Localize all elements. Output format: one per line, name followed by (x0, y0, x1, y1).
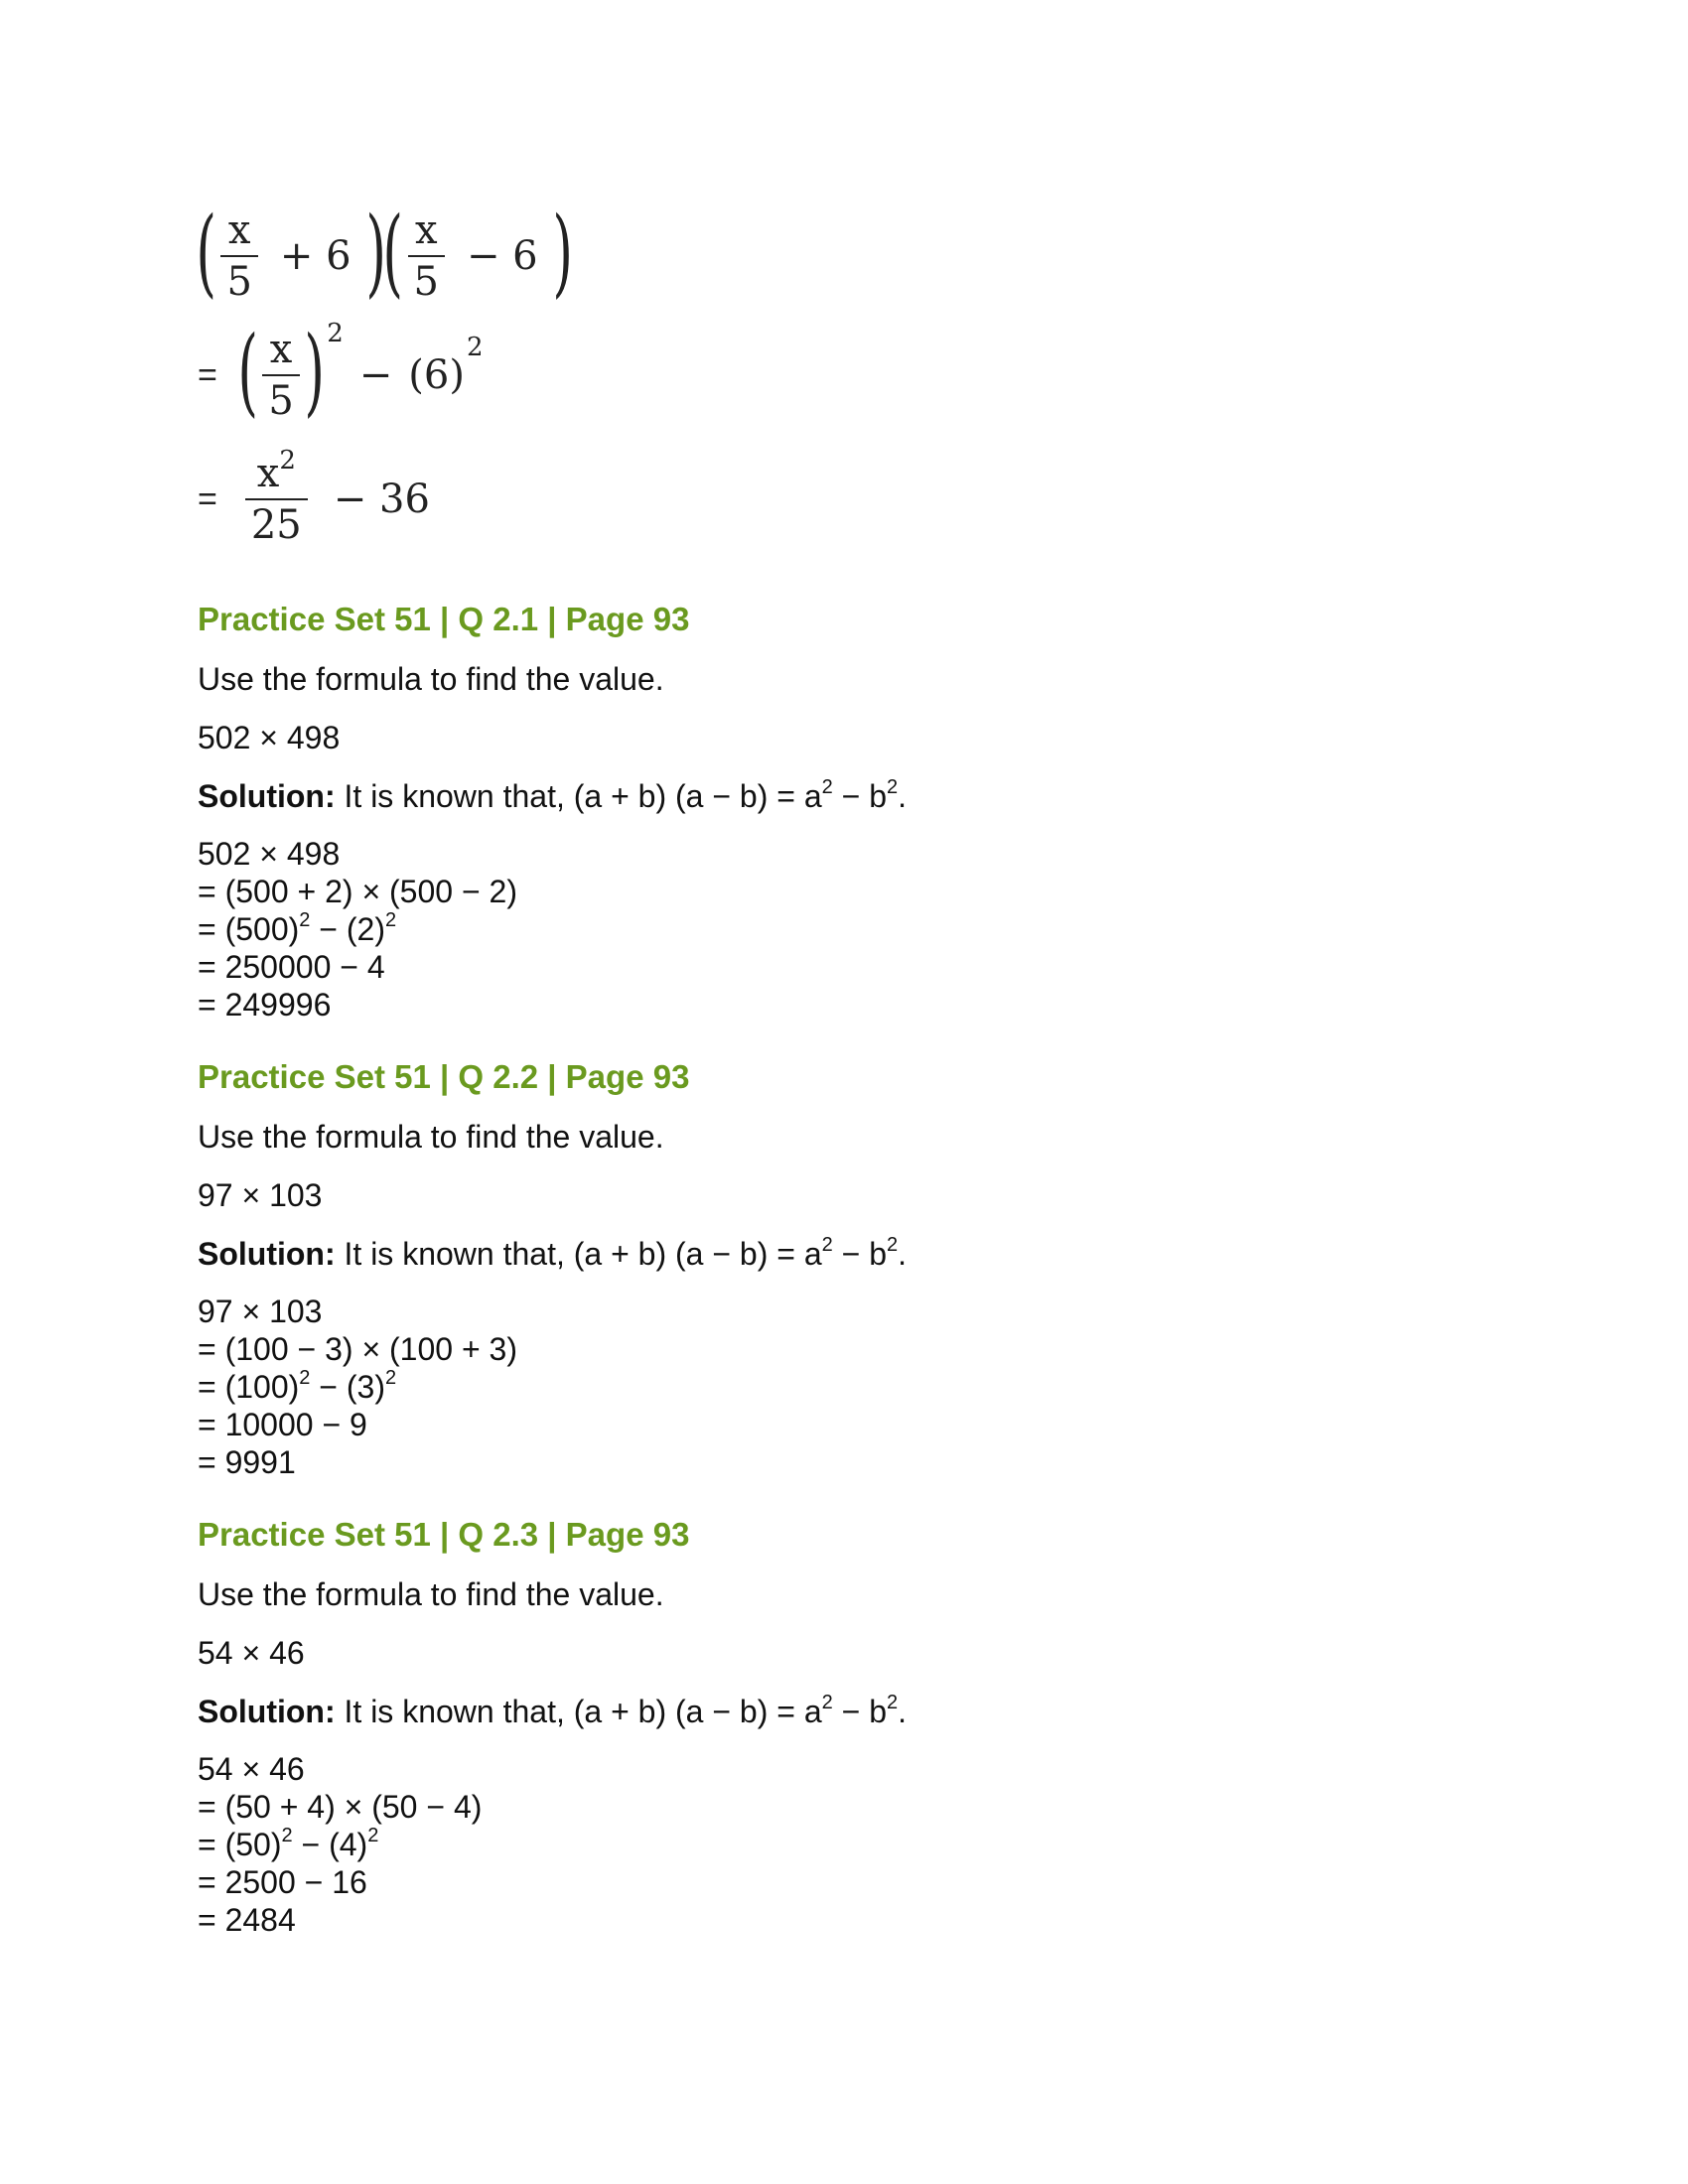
solution-step: 54 × 46 (198, 1751, 305, 1787)
fraction-numerator: x (414, 207, 438, 253)
fraction-numerator: x (269, 327, 293, 372)
question-section-2-3 (198, 1515, 1488, 1939)
solution-label: Solution: (198, 778, 336, 814)
math-term: + 6 (279, 233, 352, 279)
solution-text: − b (832, 1694, 888, 1729)
left-paren: ( (237, 316, 258, 427)
solution-text: It is known that, (a + b) (a − b) = a (335, 1236, 822, 1272)
fraction-bar (408, 255, 445, 257)
exponent: 2 (821, 1692, 833, 1713)
step-text: − (3) (310, 1369, 385, 1405)
right-paren: ) (365, 197, 386, 308)
question-expression: 54 × 46 (198, 1635, 305, 1671)
question-expression: 502 × 498 (198, 720, 341, 755)
exponent: 2 (821, 776, 833, 798)
math-line-2 (198, 316, 1488, 435)
solution-text: It is known that, (a + b) (a − b) = a (335, 1694, 822, 1729)
exponent: 2 (299, 909, 311, 931)
math-line-3 (198, 435, 1488, 564)
solution-step: = 2500 − 16 (198, 1864, 367, 1900)
question-heading[interactable]: Practice Set 51 | Q 2.2 | Page 93 (198, 1058, 690, 1095)
solution-step: = (500 + 2) × (500 − 2) (198, 874, 517, 909)
fraction-numerator: x (227, 207, 251, 253)
solution-text: . (898, 778, 908, 814)
solution-text: It is known that, (a + b) (a − b) = a (335, 778, 822, 814)
step-text: − (2) (310, 911, 385, 947)
document-page (198, 197, 1488, 1939)
left-paren: ( (382, 197, 404, 308)
fraction (245, 446, 308, 548)
question-text: Use the formula to find the value. (198, 661, 664, 697)
step-text: = (50) (198, 1827, 282, 1862)
numerator-base: x (256, 451, 280, 496)
fraction (262, 329, 299, 422)
step-text: − (4) (292, 1827, 368, 1862)
right-paren: ) (304, 316, 325, 427)
solution-step: = 10000 − 9 (198, 1407, 367, 1442)
fraction-bar (262, 374, 299, 376)
solution-step: = 2484 (198, 1902, 296, 1938)
equals-sign: = (198, 355, 217, 394)
exponent: 2 (887, 1692, 899, 1713)
solution-steps (198, 1293, 1488, 1481)
exponent: 2 (327, 319, 344, 348)
equals-sign: = (198, 479, 217, 518)
solution-text: − b (832, 1236, 888, 1272)
math-term: − 6 (466, 233, 538, 279)
solution-steps (198, 835, 1488, 1024)
solution-text: − b (832, 778, 888, 814)
exponent: 2 (299, 1367, 311, 1389)
solution-line (198, 776, 1488, 816)
solution-label: Solution: (198, 1694, 336, 1729)
question-section-2-2 (198, 1057, 1488, 1481)
solution-step (198, 1826, 1488, 1863)
fraction-denominator: 5 (268, 378, 294, 424)
solution-step: = (50 + 4) × (50 − 4) (198, 1789, 483, 1825)
fraction (408, 209, 445, 303)
question-text: Use the formula to find the value. (198, 1119, 664, 1155)
solution-step (198, 1368, 1488, 1406)
solution-step (198, 910, 1488, 948)
exponent: 2 (466, 333, 484, 362)
left-paren: ( (196, 197, 217, 308)
solution-text: . (898, 1236, 908, 1272)
solution-step: = 249996 (198, 987, 332, 1023)
fraction-bar (220, 255, 257, 257)
fraction-denominator: 5 (226, 259, 252, 305)
solution-label: Solution: (198, 1236, 336, 1272)
exponent: 2 (367, 1825, 379, 1846)
exponent: 2 (384, 1367, 397, 1389)
exponent: 2 (279, 446, 296, 476)
exponent: 2 (887, 776, 899, 798)
question-expression: 97 × 103 (198, 1177, 323, 1213)
exponent: 2 (821, 1234, 833, 1256)
math-line-1 (198, 197, 1488, 316)
exponent: 2 (281, 1825, 293, 1846)
step-text: = (500) (198, 911, 300, 947)
right-paren: ) (552, 197, 573, 308)
solution-text: . (898, 1694, 908, 1729)
step-text: = (100) (198, 1369, 300, 1405)
solution-steps (198, 1750, 1488, 1939)
question-section-2-1 (198, 600, 1488, 1024)
fraction-denominator: 25 (250, 502, 302, 548)
fraction-denominator: 5 (413, 259, 439, 305)
solution-step: 502 × 498 (198, 836, 341, 872)
math-term: − 36 (333, 477, 430, 522)
exponent: 2 (887, 1234, 899, 1256)
intro-math-block (198, 197, 1488, 564)
question-heading[interactable]: Practice Set 51 | Q 2.1 | Page 93 (198, 601, 690, 637)
question-heading[interactable]: Practice Set 51 | Q 2.3 | Page 93 (198, 1516, 690, 1553)
question-text: Use the formula to find the value. (198, 1576, 664, 1612)
solution-line (198, 1692, 1488, 1731)
fraction-numerator (251, 446, 302, 496)
solution-line (198, 1234, 1488, 1274)
exponent: 2 (384, 909, 397, 931)
math-term: (6) (408, 352, 465, 398)
solution-step: = (100 − 3) × (100 + 3) (198, 1331, 517, 1367)
solution-step: 97 × 103 (198, 1294, 323, 1329)
solution-step: = 250000 − 4 (198, 949, 385, 985)
fraction (220, 209, 257, 303)
minus-sign: − (358, 352, 393, 398)
fraction-bar (245, 498, 308, 500)
solution-step: = 9991 (198, 1444, 296, 1480)
